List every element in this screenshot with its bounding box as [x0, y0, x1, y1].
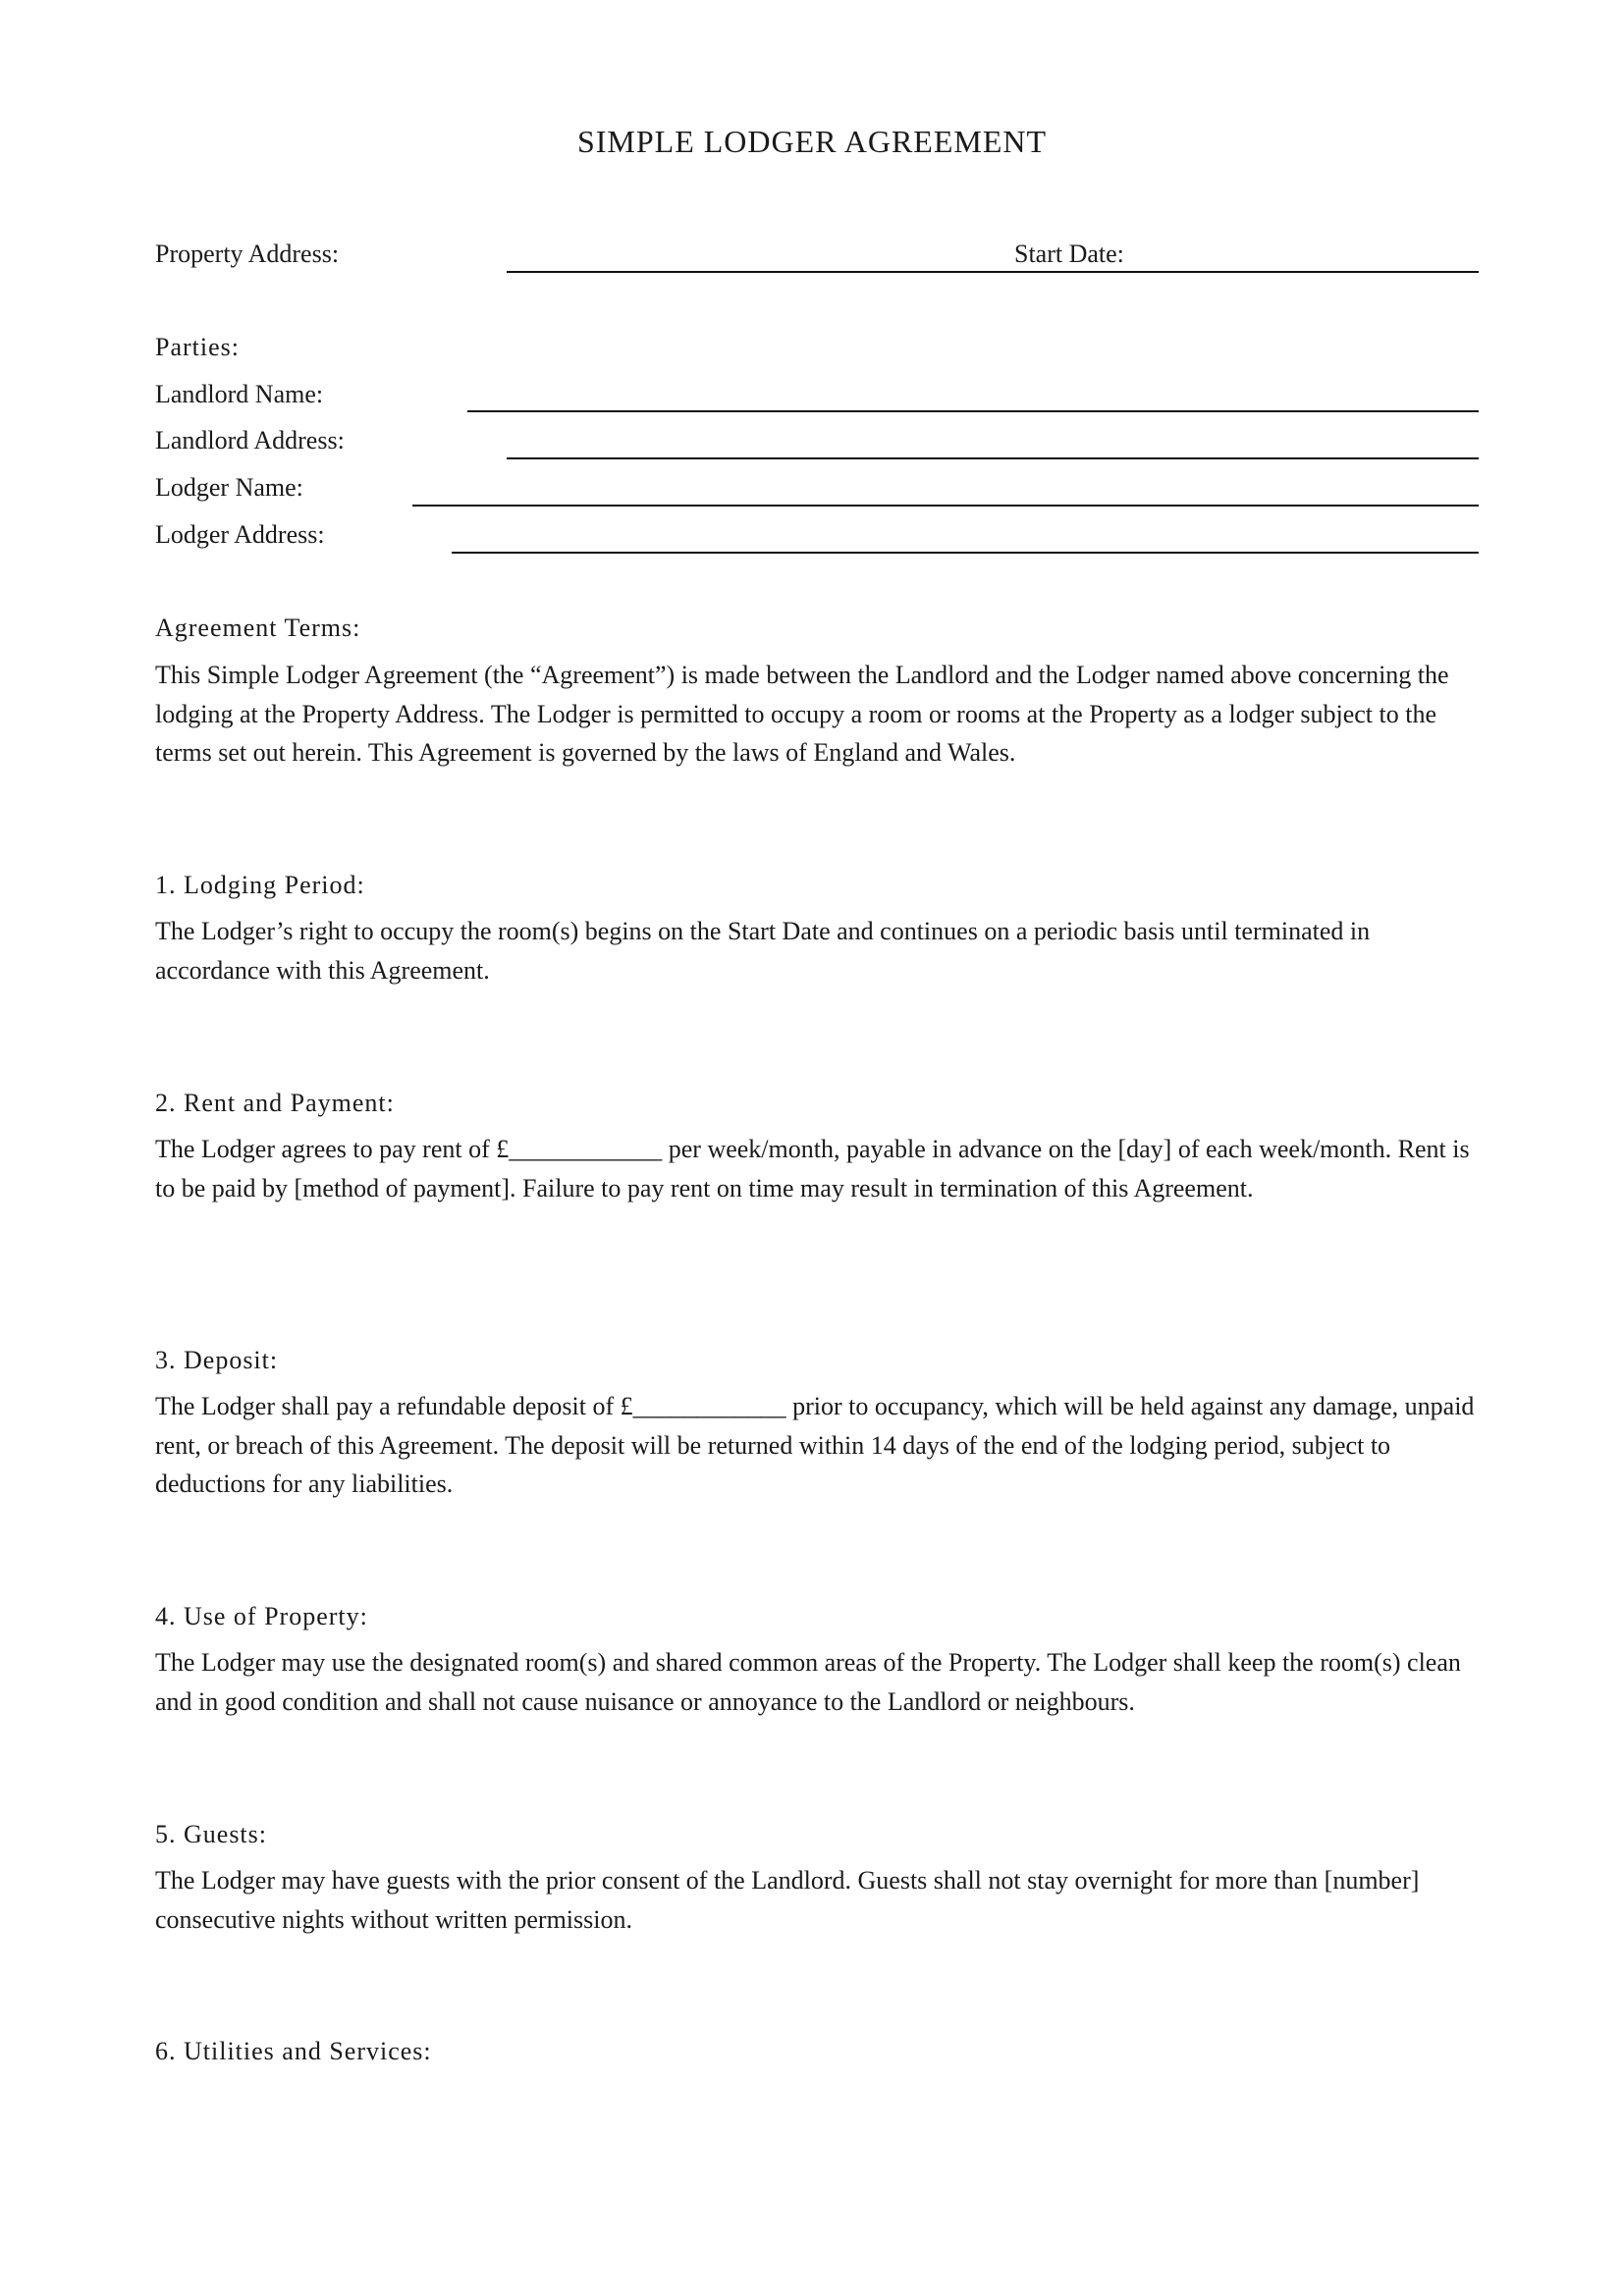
agreement-terms-text: This Simple Lodger Agreement (the “Agreement”) is made between the Landlord and the Lodger named above concerning the lodging at the Property Address. The Lodger is permitted to occupy a room or rooms at the Property as a lodger subject to the terms set out herein. This Agreement is governed by the laws of England and Wales.: [155, 661, 1449, 767]
lodger-name-line[interactable]: [412, 505, 1479, 507]
section-heading: 5. Guests:: [155, 1820, 267, 1848]
section-text: The Lodger may have guests with the prior consent of the Landlord. Guests shall not stay overnight for more than [number] consecutive nights without written permission.: [155, 1866, 1420, 1934]
section-text: The Lodger’s right to occupy the room(s) begins on the Start Date and continues on a periodic basis until terminated in accordance with this Agreement.: [155, 917, 1371, 985]
lodger-address-label: Lodger Address:: [155, 520, 325, 549]
landlord-address-line[interactable]: [507, 457, 1479, 459]
landlord-address-label: Landlord Address:: [155, 426, 345, 454]
landlord-name-line[interactable]: [467, 410, 1479, 412]
document-title: SIMPLE LODGER AGREEMENT: [576, 124, 1048, 159]
landlord-name-label: Landlord Name:: [155, 380, 324, 408]
section-text: The Lodger agrees to pay rent of £____________ per week/month, payable in advance on the [day] of each week/month. Rent is to be paid by [method of payment]. Failure to pay rent on time may result in termination of this Agreement.: [155, 1135, 1470, 1202]
section-heading: 3. Deposit:: [155, 1346, 279, 1374]
section-heading: 1. Lodging Period:: [155, 871, 365, 899]
lodger-address-line[interactable]: [452, 552, 1479, 554]
section-heading: 6. Utilities and Services:: [155, 2037, 432, 2065]
agreement-terms-heading: Agreement Terms:: [155, 614, 361, 642]
parties-heading: Parties:: [155, 333, 240, 361]
section-text: The Lodger may use the designated room(s) and shared common areas of the Property. The Lodger shall keep the room(s) clean and in good condition and shall not cause nuisance or annoyance to the Landlord or neighbours.: [155, 1648, 1461, 1716]
section-heading: 4. Use of Property:: [155, 1602, 368, 1630]
section-heading: 2. Rent and Payment:: [155, 1089, 395, 1117]
property-address-line[interactable]: [507, 271, 1479, 273]
section-text: The Lodger shall pay a refundable deposit of £____________ prior to occupancy, which will be held against any damage, unpaid rent, or breach of this Agreement. The deposit will be returned within 14 days of the end of the lodging period, subject to deductions for any liabilities.: [155, 1392, 1475, 1498]
property-address-label: Property Address:: [155, 240, 340, 268]
start-date-label: Start Date:: [1014, 240, 1124, 268]
lodger-name-label: Lodger Name:: [155, 473, 303, 502]
